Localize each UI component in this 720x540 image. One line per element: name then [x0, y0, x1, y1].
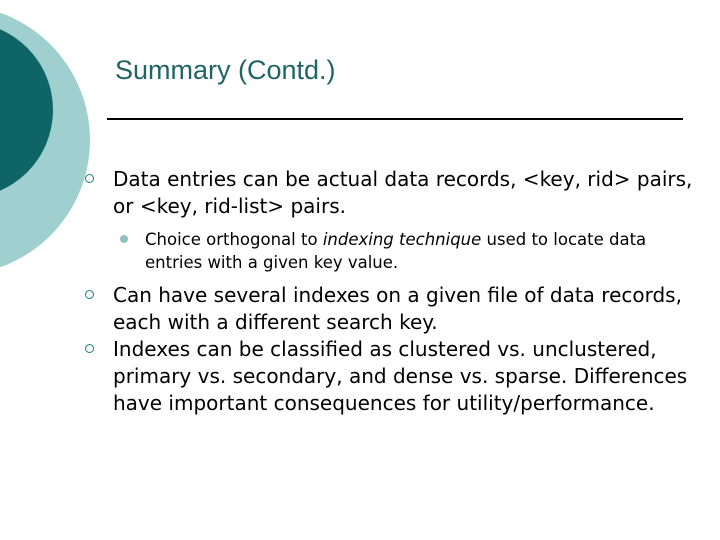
- decorative-circles: [0, 0, 90, 290]
- sub-bullet-emphasis: indexing technique: [322, 230, 482, 249]
- bullet-item: [85, 166, 695, 220]
- sub-bullet-text-start: Choice orthogonal to: [145, 230, 323, 249]
- bullet-item: [85, 336, 695, 417]
- sub-bullet-text-end: used to locate data entries with a given key value.: [145, 230, 647, 272]
- hollow-circle-bullet-icon: [85, 344, 94, 353]
- bullet-text: Data entries can be actual data records, <key, rid> pairs, or <key, rid-list> pairs.: [113, 167, 693, 218]
- filled-circle-bullet-icon: [120, 235, 128, 243]
- hollow-circle-bullet-icon: [85, 290, 94, 299]
- bullet-text: Indexes can be classified as clustered vs. unclustered, primary vs. secondary, and dense vs. sparse. Differences have important consequences for utility/performance.: [113, 337, 688, 415]
- title-divider: [107, 118, 683, 120]
- bullet-item: [85, 282, 695, 336]
- bullet-text: Can have several indexes on a given file of data records, each with a different search key.: [113, 283, 682, 334]
- hollow-circle-bullet-icon: [85, 174, 94, 183]
- page-title: Summary (Contd.): [115, 55, 336, 85]
- slide-content: [85, 166, 695, 417]
- sub-bullet-item: [85, 228, 695, 274]
